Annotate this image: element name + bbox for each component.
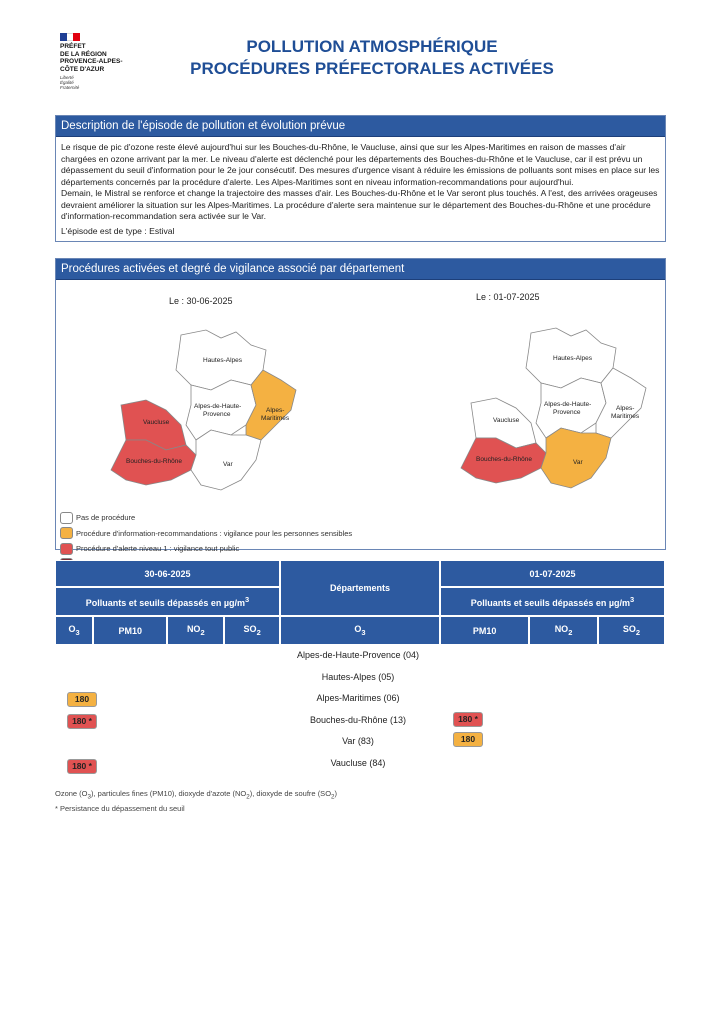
- pollutant-base: PM10: [118, 625, 142, 636]
- footnote-sub: 3: [87, 793, 91, 801]
- pollutant-o3: [280, 616, 440, 645]
- map-2-label-am-2: Maritimes: [611, 413, 640, 420]
- pollutant-pm10: [440, 616, 529, 645]
- motto-line: Égalité: [60, 80, 74, 85]
- motto-line: Liberté: [60, 75, 74, 80]
- episode-type: L'épisode est de type : Estival: [61, 225, 175, 236]
- map-2-label-var: Var: [573, 459, 583, 466]
- pollutant-sub: 2: [200, 627, 205, 637]
- pollutant-base: O: [354, 624, 362, 635]
- map-1-label-am-1: Alpes-: [266, 407, 285, 414]
- legend-label: Procédure d'information-recommandations : vigilance pour les personnes sensibles: [76, 528, 353, 538]
- table-row: [55, 689, 665, 711]
- logo-line: PRÉFET: [60, 43, 86, 50]
- legend-swatch: [60, 527, 73, 539]
- map-2-label-am-1: Alpes-: [616, 405, 635, 412]
- footnote-legend: [55, 788, 337, 803]
- table-row: [55, 646, 665, 668]
- map-2-label-ahp-2: Provence: [553, 409, 581, 416]
- table-pollutants-header-1: [55, 587, 280, 616]
- pollutant-sub: 2: [635, 627, 641, 637]
- pollutant-base: SO: [622, 624, 636, 635]
- value-badge-day2: 180 *: [453, 712, 483, 727]
- pollutant-base: O: [68, 624, 76, 635]
- legend-swatch: [60, 543, 73, 555]
- motto-line: Fraternité: [60, 85, 80, 90]
- table-departments-header: Départements: [280, 560, 440, 616]
- map-1-label-vaucluse: Vaucluse: [143, 419, 170, 426]
- footnotes: [55, 788, 337, 814]
- pollutants-header-sup: 3: [245, 595, 250, 604]
- pollutants-header-text: Polluants et seuils dépassés en µg/m: [470, 598, 631, 608]
- pollutant-sub: 2: [256, 627, 261, 637]
- map-1-label-ahp-2: Provence: [203, 411, 231, 418]
- title-line-1: POLLUTION ATMOSPHÉRIQUE: [246, 37, 498, 56]
- value-badge-day1: 180 *: [67, 714, 97, 729]
- footnote-part: Ozone (O: [55, 789, 88, 798]
- map-30-06: [91, 310, 321, 510]
- maps-area: [56, 280, 665, 555]
- table-row: [55, 668, 665, 690]
- pollutants-header-text: Polluants et seuils dépassés en µg/m: [85, 598, 246, 608]
- map-1-label-var: Var: [223, 461, 233, 468]
- table-date-2: 01-07-2025: [440, 560, 665, 587]
- legend-item: [60, 526, 352, 542]
- logo-line: PROVENCE-ALPES-: [60, 58, 123, 65]
- pollutant-sub: 3: [361, 627, 366, 637]
- map-1-label-bdr: Bouches-du-Rhône: [126, 458, 183, 465]
- description-header: Description de l'épisode de pollution et évolution prévue: [56, 116, 665, 137]
- value-badge-day2: 180: [453, 732, 483, 747]
- map-2-var-region: [541, 428, 611, 488]
- table-header-row-species: [55, 616, 665, 645]
- table-header-row-dates: [55, 560, 665, 587]
- pollutant-pm10: [93, 616, 167, 645]
- pollutant-o3: [55, 616, 93, 645]
- pollutant-base: NO: [554, 624, 569, 635]
- pollutant-base: PM10: [472, 625, 497, 636]
- footnote-part: ), dioxyde de soufre (SO: [249, 789, 332, 798]
- pollutant-sub: 2: [568, 627, 573, 637]
- page-title: [150, 36, 594, 80]
- description-panel: [55, 115, 666, 242]
- legend-label: Pas de procédure: [76, 513, 136, 523]
- logo-line: CÔTE D'AZUR: [60, 65, 105, 73]
- map-2-label-bdr: Bouches-du-Rhône: [476, 456, 533, 463]
- prefecture-logo: [60, 33, 150, 90]
- description-paragraph-2: Demain, le Mistral se renforce et change la trajectoire des masses d'air. Les Bouches-du-Rhône et le Var seront plus touchés. A l'est, des arrivées orageuses devraient améliorer la situation sur les Alpes-Maritimes. La procédure d'alerte sera maintenue sur le département des Bouches-du-Rhône et une procédure d'information-recommandation sera activée sur le Var.: [61, 188, 658, 221]
- footnote-persistence: * Persistance du dépassement du seuil: [55, 803, 185, 813]
- map-1-label-am-2: Maritimes: [261, 415, 290, 422]
- department-name: Var (83): [342, 736, 374, 746]
- department-name: Hautes-Alpes (05): [321, 671, 395, 682]
- table-body: [55, 646, 665, 775]
- department-name: Alpes-de-Haute-Provence (04): [296, 650, 420, 660]
- title-line-2: PROCÉDURES PRÉFECTORALES ACTIVÉES: [190, 59, 554, 78]
- footnote-sub: 2: [246, 793, 250, 801]
- footnote-part: ): [334, 789, 338, 798]
- procedures-header: Procédures activées et degré de vigilance associé par département: [56, 259, 665, 280]
- french-flag-icon: [60, 33, 80, 41]
- description-paragraph-1: Le risque de pic d'ozone reste élevé aujourd'hui sur les Bouches-du-Rhône, le Vaucluse, ainsi que sur les Alpes-Maritimes en raison de masses d'air chargées en ozone arrivant par la mer. Le niveau d'alerte est déclenché pour les départements des Bouches-du-Rhône et le Vaucluse, car il est prévu un dépassement du seuil d'information pour le 2e jour consécutif. Des mesures d'urgence visant à réduire les émissions de polluants sont mises en place sur les départements concernés par la procédure d'alerte. Les Alpes-Maritimes sont en niveau information-recommandations pour aujourd'hui.: [61, 142, 660, 187]
- description-text: [56, 137, 665, 223]
- map-2-date: Le : 01-07-2025: [476, 292, 540, 302]
- pollutant-no2: [167, 616, 224, 645]
- map-1-ahp-region: [186, 380, 256, 440]
- logo-text: [60, 43, 150, 73]
- table-pollutants-header-2: [440, 587, 665, 616]
- value-badge-day1: 180: [67, 692, 97, 707]
- pollutant-so2: [598, 616, 665, 645]
- map-2-label-vaucluse: Vaucluse: [493, 417, 520, 424]
- map-2-label-hautes-alpes: Hautes-Alpes: [553, 355, 593, 362]
- legend-item: [60, 541, 352, 557]
- table-row: [55, 754, 665, 776]
- footnote-part: ), particules fines (PM10), dioxyde d'azote (NO: [91, 789, 247, 798]
- pollutant-base: SO: [243, 624, 257, 635]
- footnote-sub: 2: [331, 793, 335, 801]
- pollutant-sub: 3: [75, 627, 80, 637]
- pollutants-table: [55, 560, 665, 645]
- department-name: Vaucluse (84): [330, 757, 386, 768]
- map-01-07: [401, 308, 640, 508]
- procedures-panel: [55, 258, 666, 554]
- legend-label: Procédure d'alerte niveau 1 : vigilance tout public: [76, 544, 240, 554]
- legend-swatch: [60, 512, 73, 524]
- table-row: [55, 711, 665, 733]
- map-1-label-ahp-1: Alpes-de-Haute-: [194, 403, 242, 410]
- department-name: Alpes-Maritimes (06): [316, 693, 400, 703]
- value-badge-day1: 180 *: [67, 759, 97, 774]
- table-date-1: 30-06-2025: [55, 560, 280, 587]
- pollutant-so2: [224, 616, 280, 645]
- map-1-label-hautes-alpes: Hautes-Alpes: [203, 357, 243, 364]
- department-name: Bouches-du-Rhône (13): [309, 714, 407, 725]
- pollutants-header-sup: 3: [630, 595, 635, 604]
- pollutant-base: NO: [186, 624, 201, 635]
- map-1-date: Le : 30-06-2025: [169, 296, 233, 306]
- pollutant-no2: [529, 616, 598, 645]
- map-2-label-ahp-1: Alpes-de-Haute-: [544, 401, 592, 408]
- map-2-ahp-region: [536, 378, 606, 438]
- map-1-var-region: [191, 430, 261, 490]
- logo-motto: [60, 75, 150, 90]
- legend-item: [60, 510, 352, 526]
- logo-line: DE LA RÉGION: [60, 50, 107, 58]
- table-row: [55, 732, 665, 754]
